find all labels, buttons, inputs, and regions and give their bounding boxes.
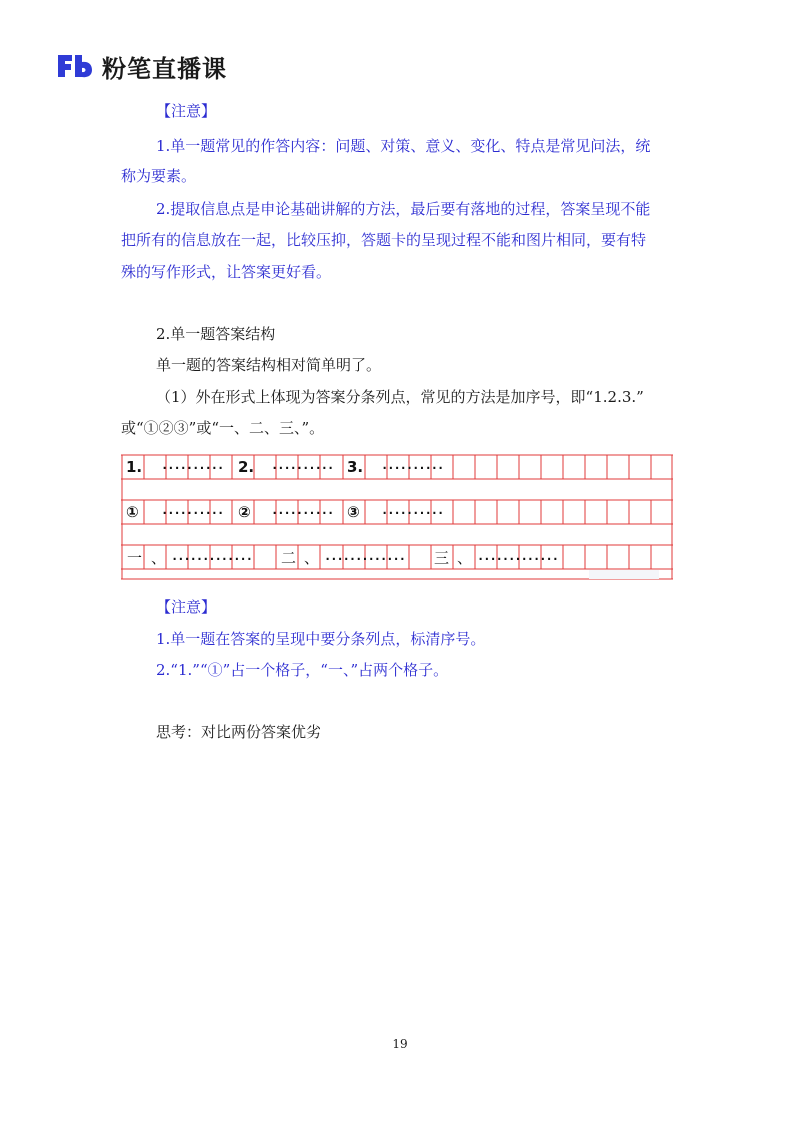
logo-text: 粉笔直播课: [102, 54, 227, 83]
note1-p2-line3: 殊的写作形式，让答案更好看。: [121, 263, 332, 281]
note2-title: 【注意】: [156, 598, 217, 616]
section2-intro: 单一题的答案结构相对简单明了。: [156, 356, 382, 374]
grid-row3-char-5: 三: [434, 549, 450, 567]
note2-item1: 1.单一题在答案的呈现中要分条列点，标清序号。: [156, 630, 486, 648]
scan-artifact: [589, 570, 659, 579]
section2-point1-line1: （1）外在形式上体现为答案分条列点，常见的方法是加序号，即“1.2.3.”: [156, 388, 644, 406]
note2-item2: 2.“1.”“①”占一个格子，“一、”占两个格子。: [156, 661, 449, 679]
grid-row2-label-1: ①: [126, 503, 139, 521]
section2-heading: 2.单一题答案结构: [156, 325, 276, 343]
header-logo: [56, 50, 227, 82]
grid-row3-dots-2: ·············: [324, 552, 405, 566]
grid-row2-dots-3: ··········: [381, 506, 444, 520]
think-prompt: 思考：对比两份答案优劣: [156, 723, 322, 741]
note1-p1-line1: 1.单一题常见的作答内容：问题、对策、意义、变化、特点是常见问法，统: [156, 137, 651, 155]
grid-row2-label-3: ③: [347, 503, 360, 521]
note1-p2-line1: 2.提取信息点是申论基础讲解的方法，最后要有落地的过程，答案呈现不能: [156, 200, 651, 218]
grid-row1-label-2: 2.: [238, 458, 255, 476]
grid-row3-dots-1: ·············: [171, 552, 252, 566]
page-number: 19: [392, 1037, 408, 1051]
grid-row3-char-2: 、: [151, 549, 167, 567]
grid-row1-dots-2: ··········: [271, 461, 334, 475]
section2-point1-line2: 或“①②③”或“一、二、三、”。: [121, 419, 325, 437]
note1-p1-line2: 称为要素。: [121, 167, 197, 185]
note1-title: 【注意】: [156, 102, 217, 120]
answer-grid-figure: [121, 449, 673, 581]
grid-row1-label-1: 1.: [126, 458, 143, 476]
fb-logo-icon: [56, 53, 94, 79]
grid-row3-dots-3: ·············: [477, 552, 558, 566]
grid-row2-dots-1: ··········: [161, 506, 224, 520]
note1-p2-line2: 把所有的信息放在一起，比较压抑，答题卡的呈现过程不能和图片相同，要有特: [121, 231, 647, 249]
grid-row2-dots-2: ··········: [271, 506, 334, 520]
grid-row1-label-3: 3.: [347, 458, 364, 476]
grid-row3-char-4: 、: [304, 549, 320, 567]
grid-row3-char-1: 一: [127, 549, 143, 567]
grid-row2-label-2: ②: [238, 503, 251, 521]
grid-row1-dots-3: ··········: [381, 461, 444, 475]
grid-row1-dots-1: ··········: [161, 461, 224, 475]
grid-row3-char-6: 、: [457, 549, 473, 567]
grid-row3-char-3: 二: [281, 549, 297, 567]
